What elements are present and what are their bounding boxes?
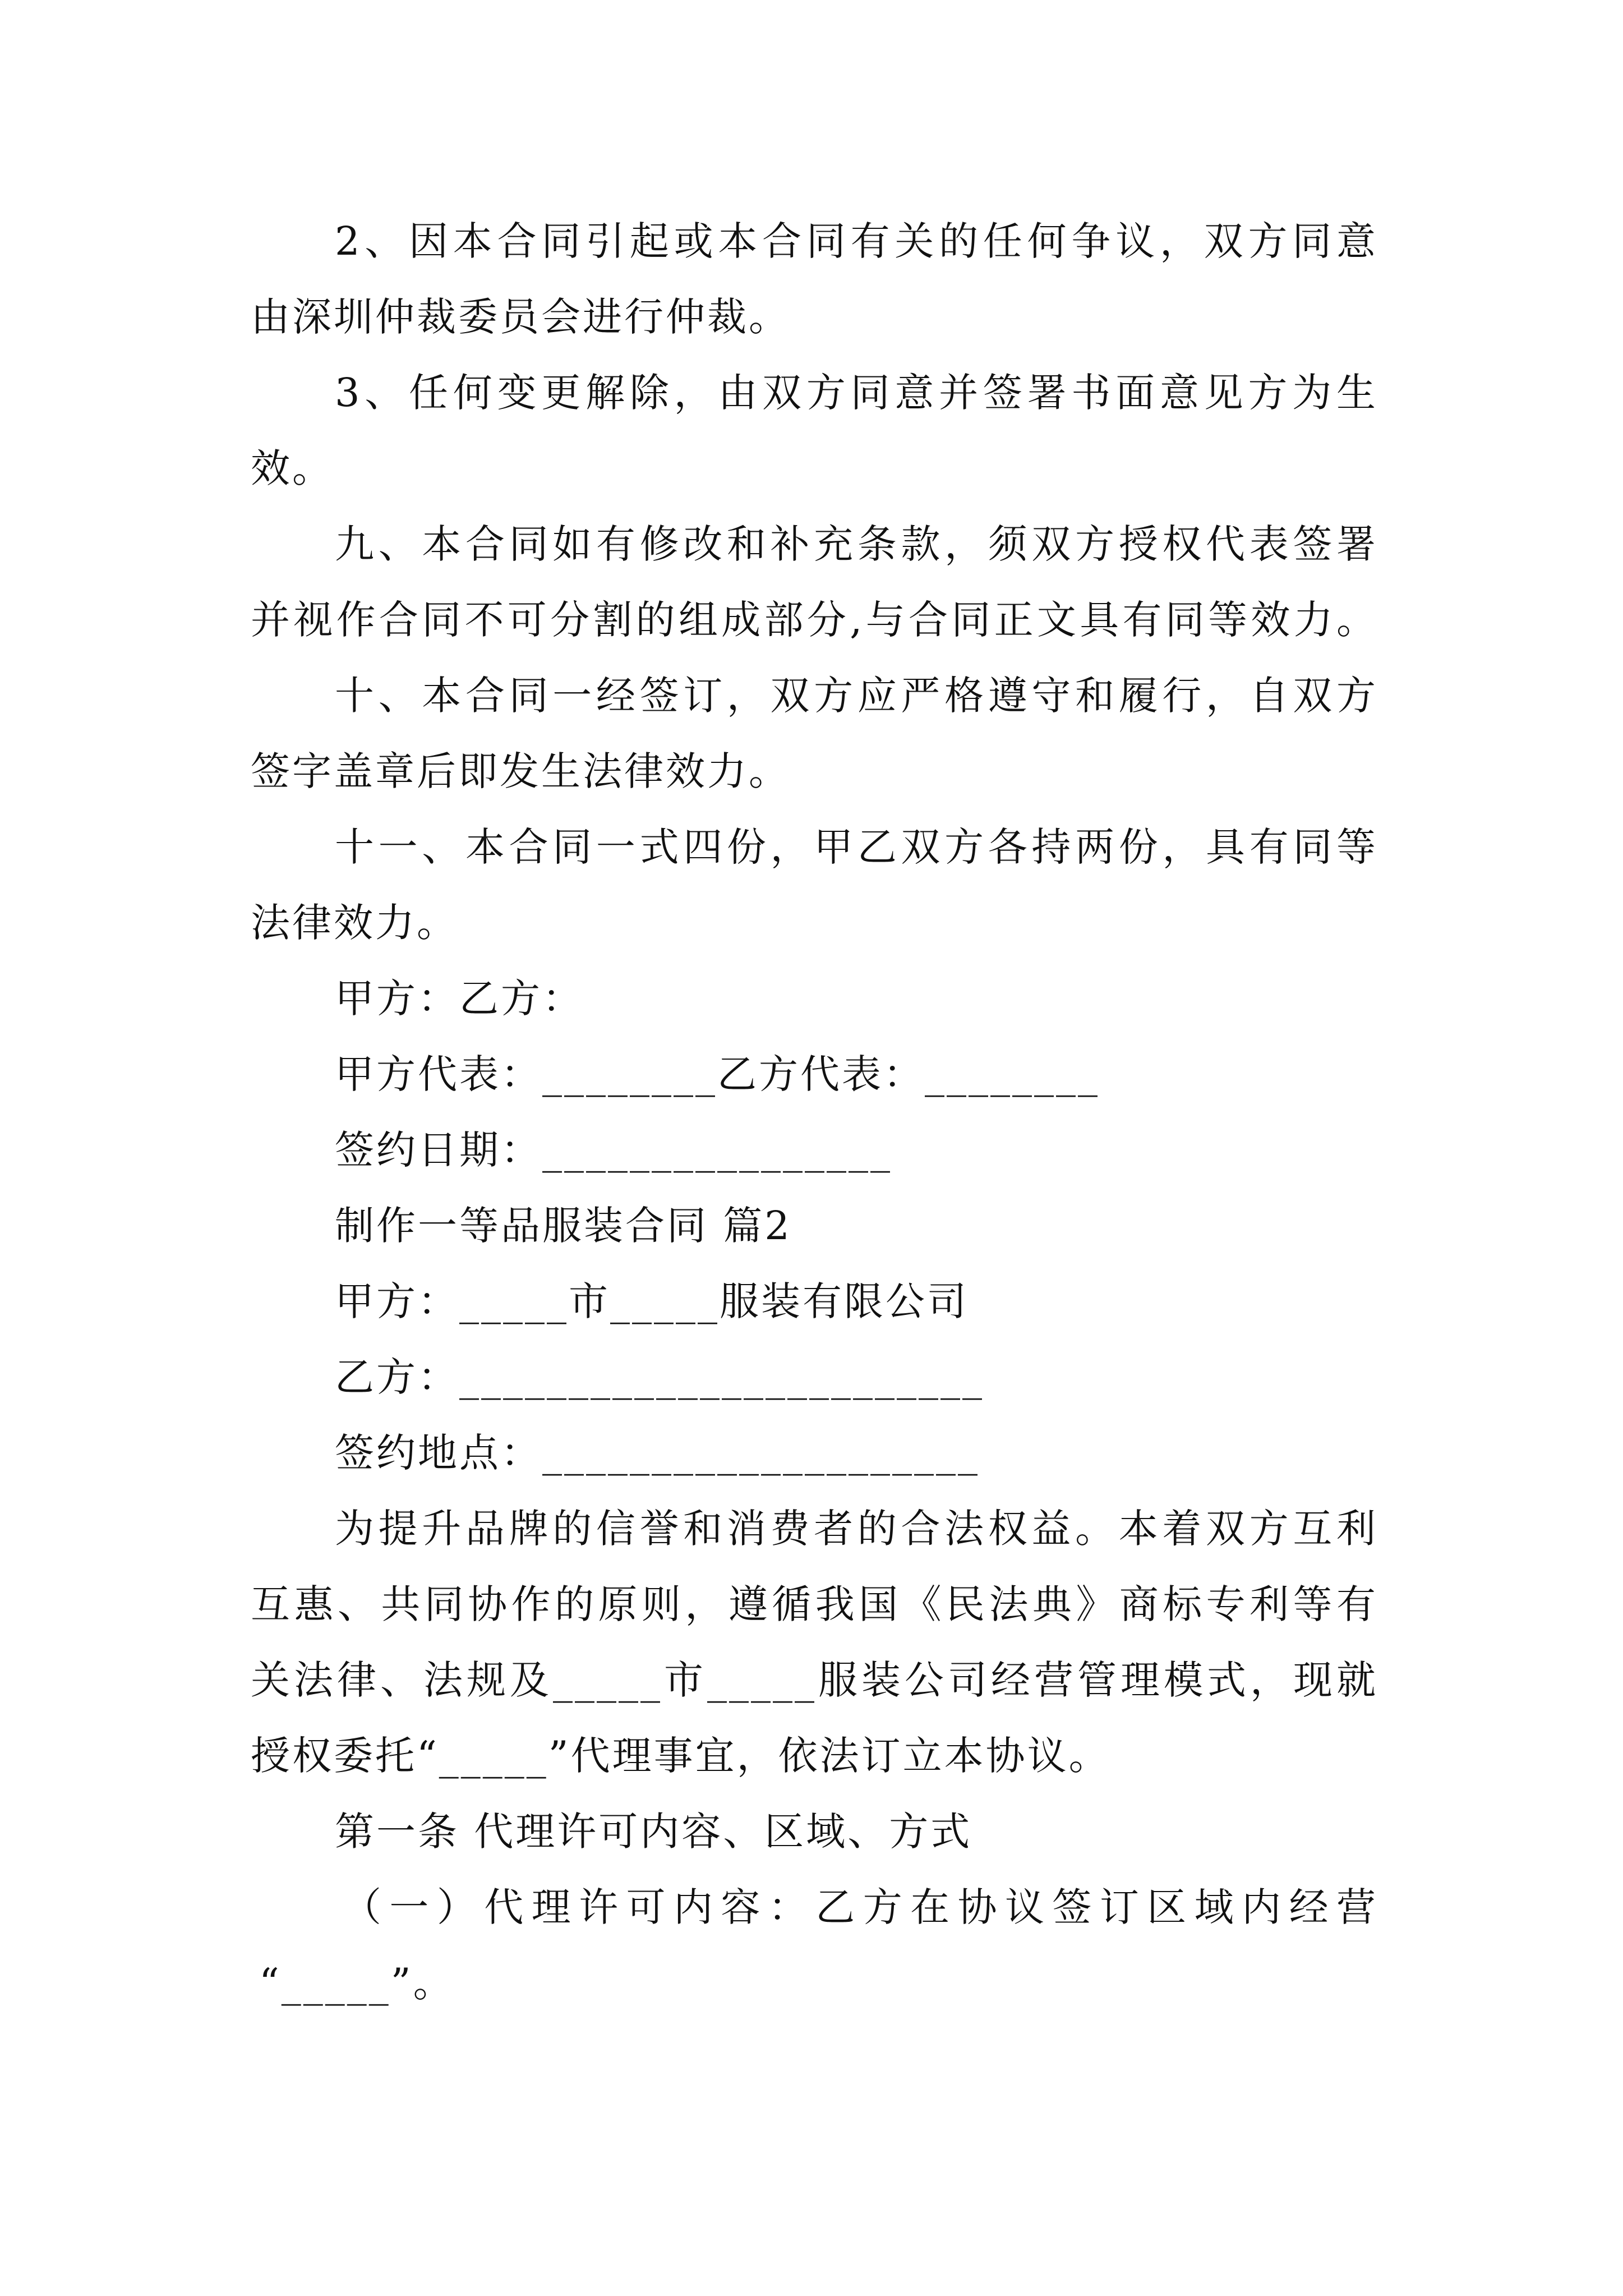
clause-10-line-1: 十、本合同一经签订，双方应严格遵守和履行，自双方: [335, 673, 1378, 719]
article-1-heading: 第一条 代理许可内容、区域、方式: [335, 1809, 972, 1855]
article-1-item-1-line-2: “_____”。: [259, 1960, 455, 2006]
signing-date-line: 签约日期：________________: [335, 1127, 892, 1173]
party-a-line: 甲方：_____市_____服装有限公司: [335, 1278, 969, 1324]
clause-11-line-1: 十一、本合同一式四份，甲乙双方各持两份，具有同等: [335, 824, 1378, 870]
clause-8-2-line-2: 由深圳仲裁委员会进行仲裁。: [251, 294, 790, 340]
preamble-line-2: 互惠、共同协作的原则，遵循我国《民法典》商标专利等有: [251, 1581, 1378, 1627]
party-b-line: 乙方：________________________: [335, 1354, 984, 1400]
preamble-line-4: 授权委托“_____”代理事宜，依法订立本协议。: [251, 1733, 1110, 1779]
representative-line: 甲方代表：________乙方代表：________: [335, 1051, 1100, 1097]
signing-place-line: 签约地点：____________________: [335, 1430, 980, 1476]
clause-9-line-1: 九、本合同如有修改和补充条款，须双方授权代表签署: [335, 521, 1378, 567]
article-1-item-1-line-1: （一）代理许可内容：乙方在协议签订区域内经营: [342, 1884, 1378, 1930]
section-title: 制作一等品服装合同 篇2: [335, 1203, 792, 1249]
preamble-line-1: 为提升品牌的信誉和消费者的合法权益。本着双方互利: [335, 1506, 1378, 1552]
preamble-line-3: 关法律、法规及_____市_____服装公司经营管理模式，现就: [251, 1657, 1378, 1703]
party-label-line: 甲方：乙方：: [335, 976, 584, 1022]
clause-8-2-line-1: 2、因本合同引起或本合同有关的任何争议，双方同意: [335, 218, 1378, 264]
clause-8-3-line-1: 3、任何变更解除，由双方同意并签署书面意见方为生: [335, 370, 1378, 416]
clause-10-line-2: 签字盖章后即发生法律效力。: [251, 748, 790, 794]
clause-8-3-line-2: 效。: [251, 445, 334, 491]
clause-9-line-2: 并视作合同不可分割的组成部分,与合同正文具有同等效力。: [251, 597, 1378, 643]
clause-11-line-2: 法律效力。: [251, 900, 458, 946]
